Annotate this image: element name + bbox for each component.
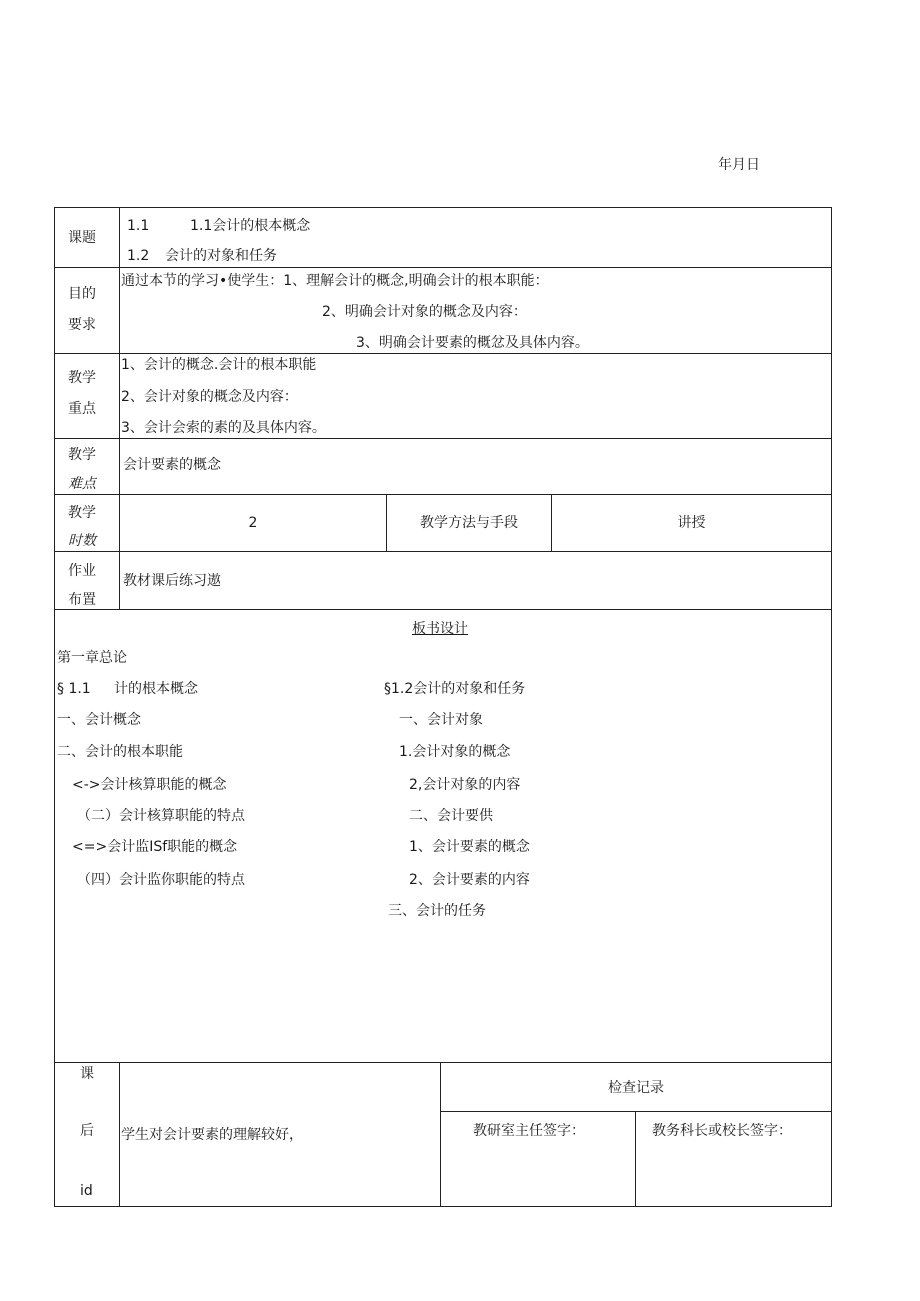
check-record-title: 检查记录 bbox=[608, 1080, 664, 1096]
topic-line2-number: 1.2 bbox=[127, 248, 150, 264]
board-title: 板书设计 bbox=[412, 621, 468, 637]
board-left-item-2: 二、会计的根本职能 bbox=[57, 744, 183, 760]
topic-line2-text: 会计的对象和任务 bbox=[165, 248, 277, 264]
goal-line-2: 2、明确会计对象的概念及内容： bbox=[322, 304, 527, 320]
board-left-sub-1: <->会计核算职能的概念 bbox=[72, 777, 227, 793]
sign-research-head: 教研室主任签字： bbox=[473, 1123, 585, 1139]
board-left-sub-4: （四）会计监你职能的特点 bbox=[77, 872, 245, 888]
topic-line1-number: 1.1 bbox=[127, 218, 150, 234]
board-left-item-1: 一、会计概念 bbox=[57, 712, 141, 728]
hours-value: 2 bbox=[248, 515, 258, 531]
board-right-section: §1.2会计的对象和任务 bbox=[384, 681, 526, 697]
board-chapter: 第一章总论 bbox=[57, 650, 127, 666]
board-right-item-3: 三、会计的任务 bbox=[388, 903, 486, 919]
board-right-item-1: 一、会计对象 bbox=[399, 712, 483, 728]
board-left-sub-3: <=>会计监ISf职能的概念 bbox=[72, 839, 238, 855]
footer-label-1: 课 bbox=[80, 1066, 94, 1082]
topic-line1-text: 1.1会计的根本概念 bbox=[190, 218, 311, 234]
key-line-1: 1、会计的概念.会计的根本职能 bbox=[121, 357, 317, 373]
difficulty-text: 会计要素的概念 bbox=[123, 457, 221, 473]
topic-label: 课题 bbox=[68, 230, 96, 246]
key-label-2: 重点 bbox=[68, 401, 96, 417]
board-left-section-number: § 1.1 bbox=[57, 681, 91, 697]
board-left-sub-2: （二）会计核算职能的特点 bbox=[77, 808, 245, 824]
method-value: 讲授 bbox=[677, 515, 706, 531]
goal-label-1: 目的 bbox=[68, 286, 96, 302]
hours-label-2: 时数 bbox=[68, 533, 96, 549]
reflection-text: 学生对会计要素的理解较好， bbox=[121, 1127, 303, 1143]
hours-label-1: 教学 bbox=[68, 505, 96, 521]
goal-line-1: 通过本节的学习•使学生：1、理解会计的概念,明确会计的根本职能： bbox=[121, 273, 549, 289]
method-label: 教学方法与手段 bbox=[420, 515, 518, 531]
board-right-sub-1: 1.会计对象的概念 bbox=[399, 744, 511, 760]
homework-text: 教材课后练习遨 bbox=[123, 573, 221, 589]
date-line: 年月日 bbox=[718, 157, 760, 173]
goal-line-3: 3、明确会计要素的概忿及具体内容。 bbox=[356, 335, 589, 351]
board-right-sub-4: 2、会计要素的内容 bbox=[409, 872, 530, 888]
homework-label-1: 作业 bbox=[68, 563, 96, 579]
key-label-1: 教学 bbox=[68, 370, 96, 386]
goal-label-2: 要求 bbox=[68, 317, 96, 333]
footer-label-3: id bbox=[80, 1183, 93, 1199]
board-left-section-title: 计的根本概念 bbox=[114, 681, 198, 697]
board-right-item-2: 二、会计要供 bbox=[409, 808, 493, 824]
key-line-2: 2、会计对象的概念及内容： bbox=[121, 389, 298, 405]
footer-label-2: 后 bbox=[80, 1123, 94, 1139]
difficulty-label-1: 教学 bbox=[68, 447, 96, 463]
sign-principal: 教务科长或校长签字： bbox=[652, 1123, 792, 1139]
board-right-sub-2: 2,会计对象的内容 bbox=[409, 777, 521, 793]
difficulty-label-2: 难点 bbox=[68, 476, 96, 492]
key-line-3: 3、会计会索的素的及具体内容。 bbox=[121, 420, 326, 436]
homework-label-2: 布置 bbox=[68, 592, 96, 608]
board-right-sub-3: 1、会计要素的概念 bbox=[409, 839, 530, 855]
